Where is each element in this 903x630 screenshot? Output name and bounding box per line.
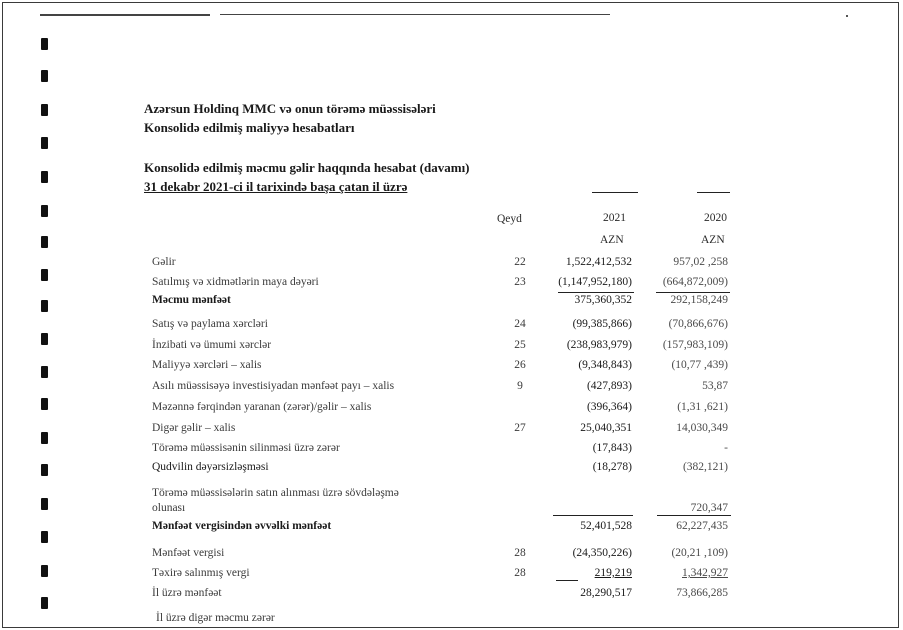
column-rule (592, 192, 638, 193)
statement-row (0, 380, 903, 396)
row-value-2020: 292,158,249 (670, 294, 728, 306)
row-label: Satılmış və xidmətlərin maya dəyəri (152, 276, 319, 288)
company-name: Azərsun Holdinq MMC və onun törəmə müəssisələri (144, 101, 436, 116)
statement-row (0, 520, 903, 536)
row-label: Mənfəət vergisindən əvvəlki mənfəət (152, 520, 332, 532)
row-value-2020: (20,21 ,109) (671, 547, 728, 559)
row-label: Mənfəət vergisi (152, 547, 225, 559)
row-value-2020: (664,872,009) (662, 276, 728, 288)
row-value-2021: (427,893) (586, 380, 632, 392)
currency-2020-header: AZN (701, 234, 725, 246)
row-label: Qudvilin dəyərsizləşməsi (152, 461, 269, 473)
statement-row (0, 318, 903, 334)
row-value-2020: 73,866,285 (676, 587, 728, 599)
binding-mark (41, 171, 48, 183)
row-value-2021: (99,385,866) (572, 318, 632, 330)
binding-mark (41, 38, 48, 50)
subtotal-rule (556, 580, 578, 581)
row-value-2021: (1,147,952,180) (558, 276, 632, 288)
statement-row (0, 487, 903, 503)
row-value-2020: 62,227,435 (676, 520, 728, 532)
subtotal-rule (558, 292, 634, 293)
column-rule (697, 192, 730, 193)
row-value-2021: (17,843) (592, 442, 632, 454)
statement-row (0, 359, 903, 375)
row-label: Maliyyə xərcləri – xalis (152, 359, 262, 371)
note-column-header: Qeyd (497, 213, 522, 225)
row-label: İl üzrə mənfəət (152, 587, 222, 599)
row-note: 22 (514, 256, 526, 268)
row-label: Təxirə salınmış vergi (152, 567, 250, 579)
year-2021-header: 2021 (603, 212, 626, 224)
row-value-2020: 957,02 ,258 (673, 256, 728, 268)
row-value-2020: 14,030,349 (676, 422, 728, 434)
top-scan-line (220, 14, 610, 15)
row-value-2021: 52,401,528 (580, 520, 632, 532)
binding-mark (41, 137, 48, 149)
statement-row (0, 567, 903, 583)
row-value-2020: (1,31 ,621) (677, 401, 728, 413)
row-value-2021: (238,983,979) (566, 339, 632, 351)
row-note: 27 (514, 422, 526, 434)
currency-2021-header: AZN (600, 234, 624, 246)
row-label: Məcmu mənfəət (152, 294, 231, 306)
statement-row (0, 442, 903, 458)
subtotal-rule (656, 292, 730, 293)
top-scan-line (40, 14, 210, 16)
row-label: Digər gəlir – xalis (152, 422, 236, 434)
row-value-2020: (70,866,676) (668, 318, 728, 330)
row-value-2021: 1,522,412,532 (565, 256, 632, 268)
row-label: İl üzrə digər məcmu zərər (156, 612, 275, 624)
row-label: Satış və paylama xərcləri (152, 318, 268, 330)
statement-row (0, 276, 903, 292)
row-value-2021: 28,290,517 (580, 587, 632, 599)
row-label: Gəlir (152, 256, 176, 268)
row-label: Məzənnə fərqindən yaranan (zərər)/gəlir – xalis (152, 401, 372, 413)
statement-title: Konsolidə edilmiş məcmu gəlir haqqında hesabat (davamı) (144, 160, 470, 175)
row-label: Asılı müəssisəyə investisiyadan mənfəət payı – xalis (152, 380, 395, 392)
row-label: İnzibati və ümumi xərclər (152, 339, 272, 351)
statement-row (0, 294, 903, 310)
year-2020-header: 2020 (704, 212, 727, 224)
statement-row (0, 502, 903, 518)
statement-row (0, 422, 903, 438)
subtotal-rule (657, 515, 731, 516)
row-label: Törəmə müəssisənin silinməsi üzrə zərər (152, 442, 340, 454)
row-value-2021: (396,364) (586, 401, 632, 413)
row-value-2021: 25,040,351 (580, 422, 632, 434)
row-label-continued: olunası (152, 502, 186, 514)
row-value-2020: 1,342,927 (682, 567, 728, 579)
row-note: 9 (517, 380, 523, 392)
row-note: 25 (514, 339, 526, 351)
statement-row (0, 461, 903, 477)
statement-row (0, 547, 903, 563)
row-note: 28 (514, 547, 526, 559)
statement-row (0, 612, 903, 628)
binding-mark (41, 104, 48, 116)
statement-row (0, 401, 903, 417)
row-value-2021: 375,360,352 (574, 294, 632, 306)
statement-row (0, 339, 903, 355)
report-subtitle: Konsolidə edilmiş maliyyə hesabatları (144, 120, 355, 135)
row-note: 24 (514, 318, 526, 330)
row-note: 26 (514, 359, 526, 371)
row-value-2021: (24,350,226) (572, 547, 632, 559)
row-value-2020: (157,983,109) (662, 339, 728, 351)
row-label: Törəmə müəssisələrin satın alınması üzrə sövdələşmə (152, 487, 399, 499)
scan-speck (846, 15, 848, 17)
row-value-2020: (382,121) (682, 461, 728, 473)
row-value-2020: 720,347 (690, 502, 728, 514)
row-value-2021: (9,348,843) (578, 359, 632, 371)
binding-mark (41, 70, 48, 82)
row-value-2020: (10,77 ,439) (671, 359, 728, 371)
row-value-2021: 219,219 (594, 567, 632, 579)
statement-row (0, 256, 903, 272)
row-note: 28 (514, 567, 526, 579)
binding-mark (41, 205, 48, 217)
row-value-2021: (18,278) (592, 461, 632, 473)
statement-period: 31 dekabr 2021-ci il tarixində başa çatan il üzrə (144, 179, 408, 194)
row-value-2020: 53,87 (702, 380, 728, 392)
binding-mark (41, 236, 48, 248)
subtotal-rule (553, 515, 633, 516)
row-value-2020: - (724, 442, 728, 454)
statement-row (0, 587, 903, 603)
row-note: 23 (514, 276, 526, 288)
